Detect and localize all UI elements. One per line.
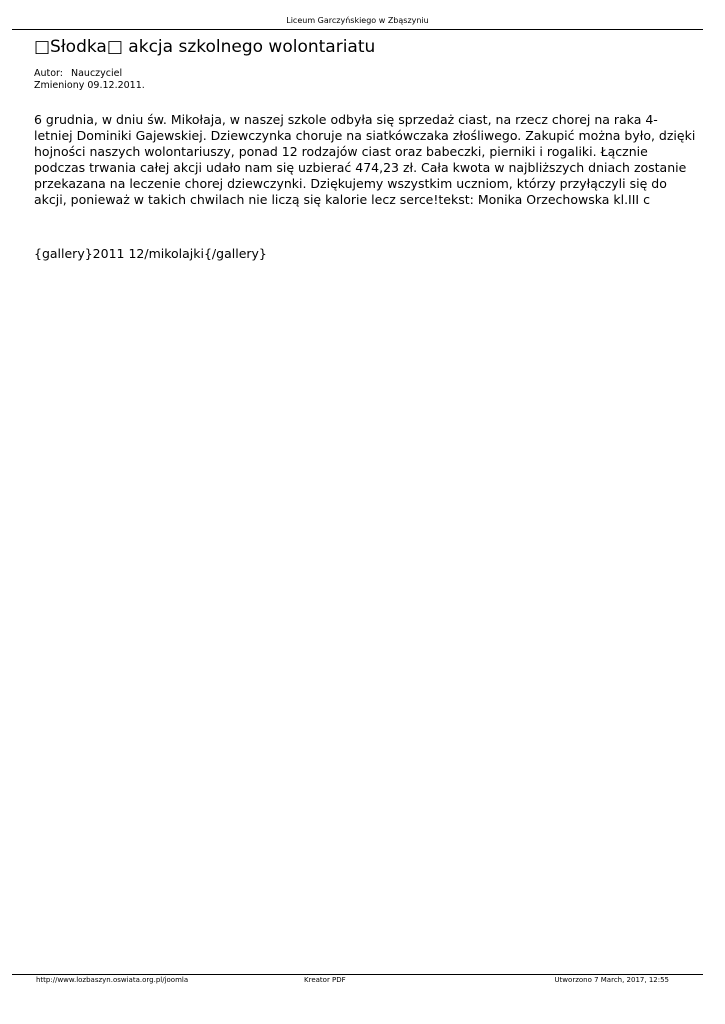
body-line: przekazana na leczenie chorej dziewczynki. Dziękujemy wszystkim uczniom, którzy przyłączyli się do [34, 176, 667, 191]
body-line: akcji, ponieważ w takich chwilach nie liczą się kalorie lecz serce!tekst: Monika Orzechowska kl.III c [34, 192, 650, 207]
article-meta [34, 68, 145, 92]
author-name: Nauczyciel [71, 68, 123, 79]
footer-generator: Kreator PDF [304, 976, 346, 984]
article-title: □Słodka□ akcja szkolnego wolontariatu [34, 37, 376, 57]
body-line: 6 grudnia, w dniu św. Mikołaja, w naszej szkole odbyła się sprzedaż ciast, na rzecz chorej na raka 4- [34, 112, 658, 127]
footer-url-link[interactable]: http://www.lozbaszyn.oswiata.org.pl/joomla [36, 976, 189, 984]
body-line: hojności naszych wolontariuszy, ponad 12 rodzajów ciast oraz babeczki, pierniki i rogaliki. Łącznie [34, 144, 648, 159]
footer-created-date: Utworzono 7 March, 2017, 12:55 [554, 976, 669, 984]
author-label: Autor: [34, 68, 63, 79]
header-divider [12, 29, 703, 30]
body-line: podczas trwania całej akcji udało nam się uzbierać 474,23 zł. Cała kwota w najbliższych dniach zostanie [34, 160, 687, 175]
gallery-placeholder: {gallery}2011 12/mikolajki{/gallery} [34, 246, 267, 261]
footer-divider [12, 974, 703, 975]
article-body [34, 112, 696, 208]
page-header-site-name: Liceum Garczyńskiego w Zbąszyniu [286, 16, 429, 25]
body-line: letniej Dominiki Gajewskiej. Dziewczynka choruje na siatkówczaka złośliwego. Zakupić można było, dzięki [34, 128, 696, 143]
author-line [34, 68, 145, 80]
modified-date: Zmieniony 09.12.2011. [34, 80, 145, 91]
